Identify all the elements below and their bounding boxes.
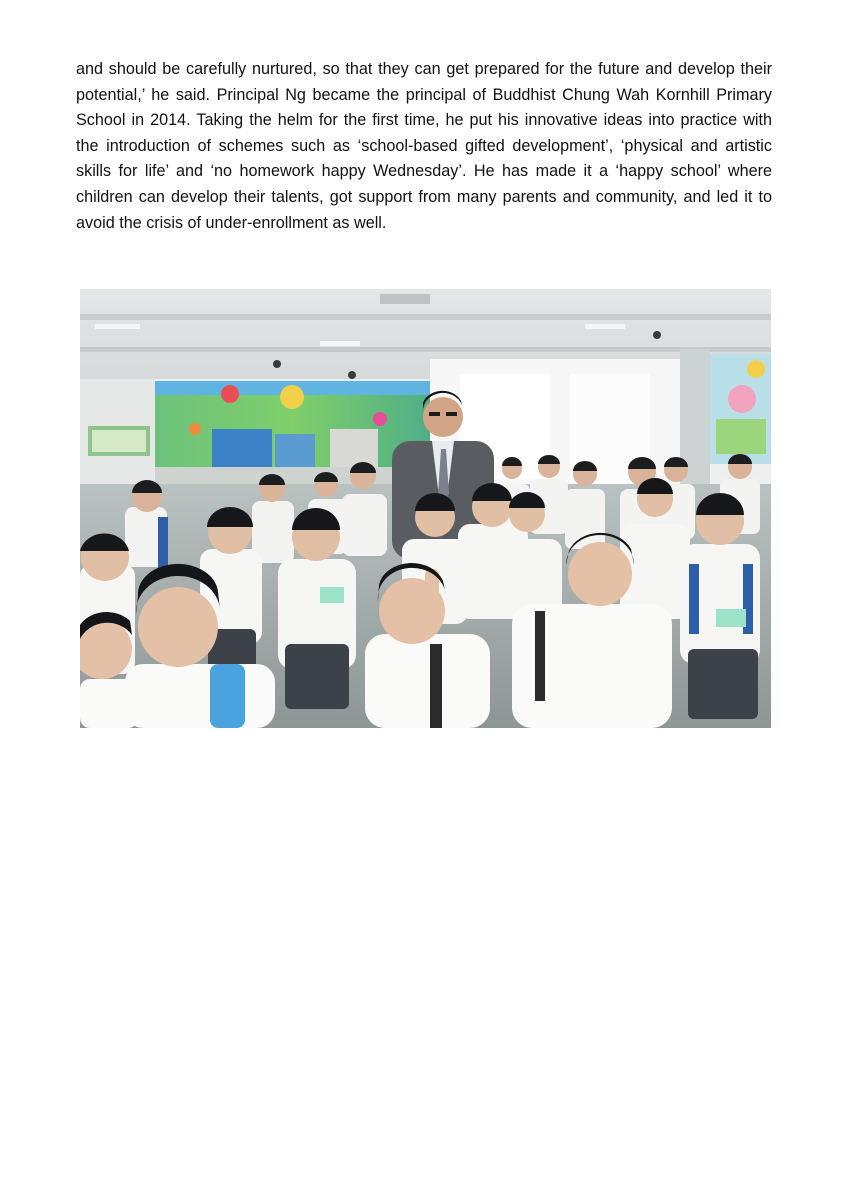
school-photo xyxy=(80,289,771,728)
body-paragraph: and should be carefully nurtured, so that they can get prepared for the future and develop their potential,’ he said. Principal Ng became the principal of Buddhist Chung Wah Kornhill Primary School in 2014. Taking the helm for the first time, he put his innovative ideas into practice with the introduction of schemes such as ‘school-based gifted development’, ‘physical and artistic skills for life’ and ‘no homework happy Wednesday’. He has made it a ‘happy school’ where children can develop their talents, got support from many parents and community, and led it to avoid the crisis of under-enrollment as well. xyxy=(76,60,772,232)
